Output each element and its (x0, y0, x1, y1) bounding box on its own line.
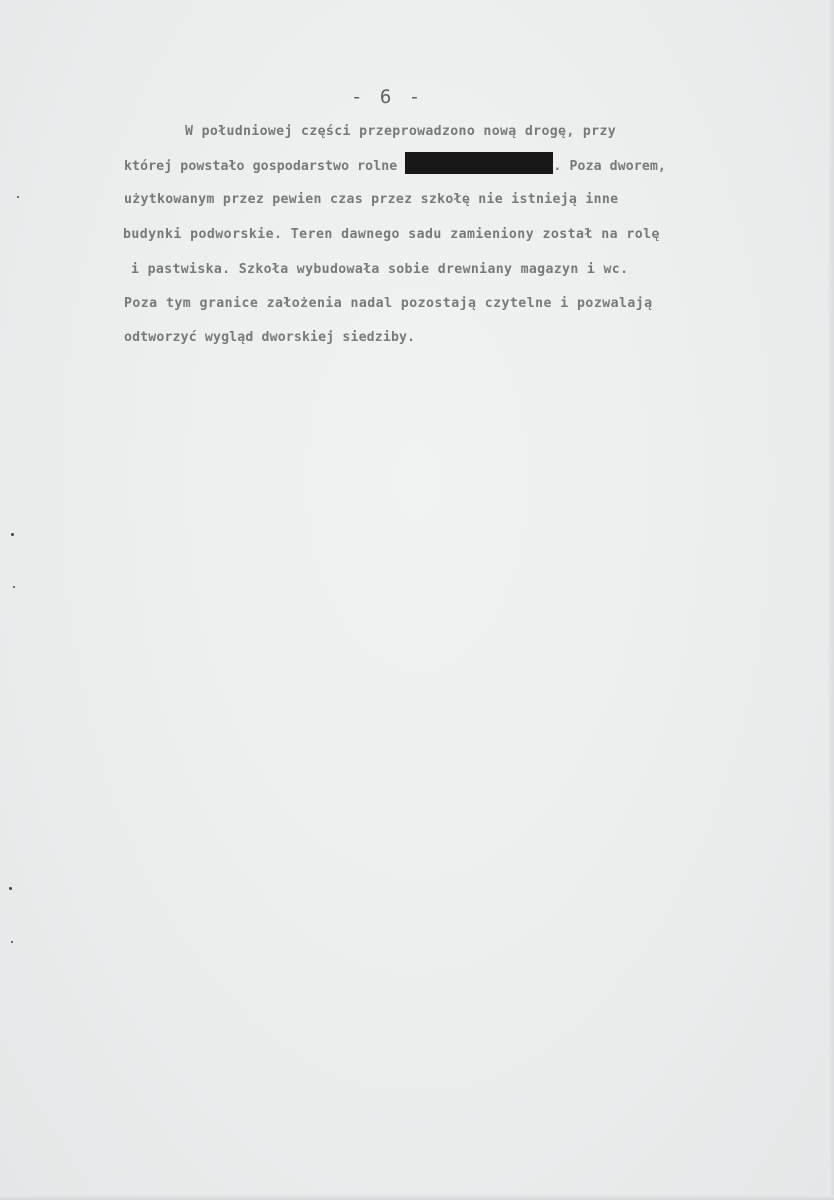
page-bottom-edge (0, 1195, 834, 1200)
text-line-5: i pastwiska. Szkoła wybudowała sobie drewniany magazyn i wc. (131, 262, 629, 277)
binding-hole-mark (11, 941, 13, 943)
text-line-4: budynki podworskie. Teren dawnego sadu zamieniony został na rolę (123, 227, 660, 242)
text-line-1: W południowej części przeprowadzono nową drogę, przy (185, 124, 617, 139)
margin-speck (17, 196, 19, 198)
binding-hole-mark (9, 887, 12, 890)
binding-hole-mark (11, 533, 14, 536)
page-number: - 6 - (351, 86, 424, 108)
text-line-2-end: . Poza dworem, (553, 159, 666, 174)
text-line-2-start: której powstało gospodarstwo rolne (124, 159, 398, 174)
binding-hole-mark (13, 586, 15, 588)
redaction-block (405, 152, 553, 174)
text-line-2 (124, 158, 666, 174)
text-line-3: użytkowanym przez pewien czas przez szkołę nie istnieją inne (124, 192, 619, 207)
page-edge-shadow (828, 0, 834, 1200)
text-line-7: odtworzyć wygląd dworskiej siedziby. (124, 330, 416, 345)
text-line-6: Poza tym granice założenia nadal pozostają czytelne i pozwalają (124, 296, 653, 311)
